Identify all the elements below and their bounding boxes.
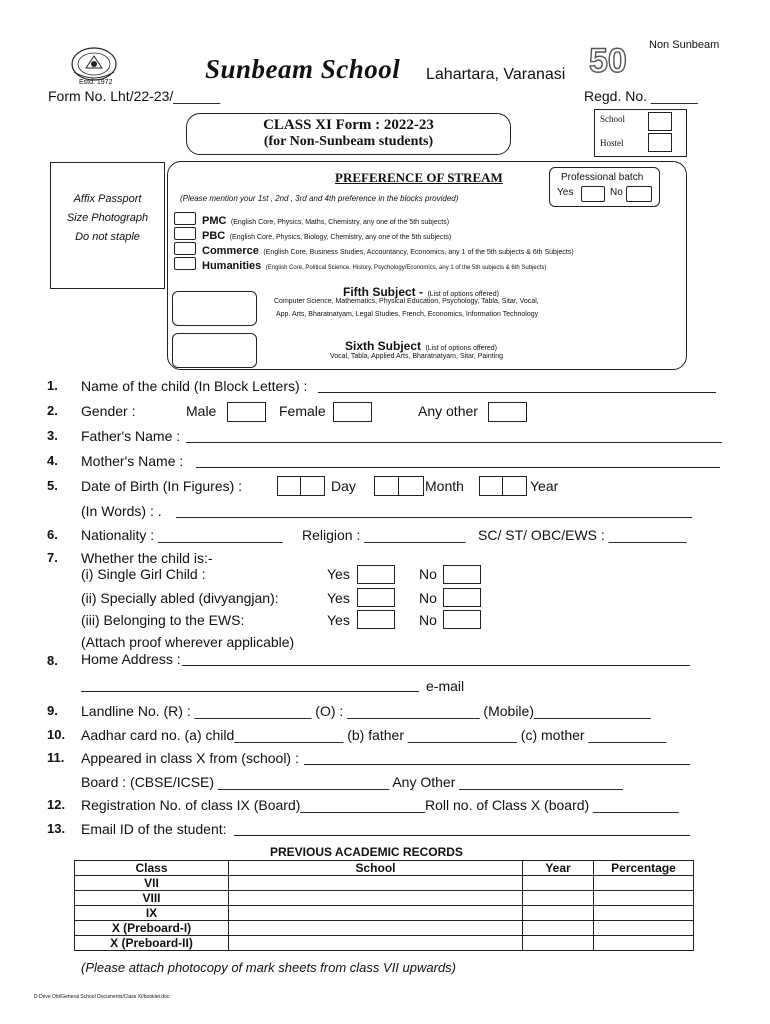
student-email-label: Email ID of the student: <box>81 821 227 837</box>
row-class: VIII <box>75 891 229 906</box>
father-name-field[interactable] <box>186 442 722 443</box>
previous-school-label: Appeared in class X from (school) : <box>81 750 299 766</box>
records-note: (Please attach photocopy of mark sheets from class VII upwards) <box>81 960 457 975</box>
number-8: 8. <box>47 653 58 668</box>
any-other-checkbox[interactable] <box>488 402 527 422</box>
dob-words-field[interactable] <box>176 517 692 518</box>
home-address-label: Home Address : <box>81 651 181 667</box>
header-class: Class <box>75 861 229 876</box>
ews-label: (iii) Belonging to the EWS: <box>81 612 245 628</box>
child-name-field[interactable] <box>318 392 716 393</box>
previous-school-field[interactable] <box>304 764 690 765</box>
academic-records-table <box>74 860 694 951</box>
specially-abled-yes-label: Yes <box>327 590 350 606</box>
table-row <box>75 906 694 921</box>
number-1: 1. <box>47 378 58 393</box>
anniversary-logo <box>588 38 636 78</box>
mother-name-field[interactable] <box>196 467 720 468</box>
sixth-subject-input[interactable] <box>172 333 257 368</box>
ews-no-label: No <box>419 612 437 628</box>
specially-abled-yes-checkbox[interactable] <box>357 588 395 607</box>
stream-title: PREFERENCE OF STREAM <box>335 170 503 185</box>
school-cell[interactable] <box>229 936 523 951</box>
number-2: 2. <box>47 403 58 418</box>
single-girl-no-label: No <box>419 566 437 582</box>
professional-batch-label: Professional batch <box>561 172 644 183</box>
single-girl-label: (i) Single Girl Child : <box>81 566 206 582</box>
number-6: 6. <box>47 527 58 542</box>
dob-words-label: (In Words) : . <box>81 503 162 519</box>
dob-month-input[interactable] <box>374 476 424 496</box>
row-class: IX <box>75 906 229 921</box>
form-number: Form No. Lht/22-23/______ <box>48 88 220 104</box>
year-cell[interactable] <box>523 891 594 906</box>
table-row <box>75 936 694 951</box>
father-name-label: Father's Name : <box>81 428 181 444</box>
school-cell[interactable] <box>229 876 523 891</box>
stream-commerce: Commerce (English Core, Business Studies, Accountancy, Economics, any 1 of the 5th subjects & 6th Subjects) <box>202 245 574 257</box>
header-year: Year <box>523 861 594 876</box>
home-address-field-2[interactable] <box>81 691 419 692</box>
school-cell[interactable] <box>229 891 523 906</box>
single-girl-yes-checkbox[interactable] <box>357 565 395 584</box>
mother-name-label: Mother's Name : <box>81 453 184 469</box>
stream-pbc: PBC (English Core, Physics, Biology, Chemistry, any one of the 5th subjects) <box>202 230 452 242</box>
row-class: X (Preboard-II) <box>75 936 229 951</box>
religion-field[interactable]: Religion : _____________ <box>302 527 466 543</box>
non-sunbeam-label: Non Sunbeam <box>649 39 720 51</box>
school-name: Sunbeam School <box>205 54 401 84</box>
photo-line-3: Do not staple <box>75 231 140 243</box>
single-girl-no-checkbox[interactable] <box>443 565 481 584</box>
footer-path: D Drive Old/General School Documents/Class XI/booklet.doc <box>34 994 170 1000</box>
school-cell[interactable] <box>229 921 523 936</box>
table-row <box>75 891 694 906</box>
dob-year-input[interactable] <box>479 476 527 496</box>
number-7: 7. <box>47 550 58 565</box>
day-label: Day <box>331 478 356 494</box>
nationality-field[interactable]: Nationality : ________________ <box>81 527 283 543</box>
category-field[interactable]: SC/ ST/ OBC/EWS : __________ <box>478 527 687 543</box>
number-4: 4. <box>47 453 58 468</box>
fifth-subject-input[interactable] <box>172 291 257 326</box>
number-13: 13. <box>47 821 66 836</box>
photo-line-2: Size Photograph <box>66 212 149 224</box>
dob-label: Date of Birth (In Figures) : <box>81 478 243 494</box>
number-3: 3. <box>47 428 58 443</box>
child-name-label: Name of the child (In Block Letters) : <box>81 378 308 394</box>
percentage-cell[interactable] <box>594 936 694 951</box>
month-label: Month <box>425 478 464 494</box>
estd-text: Estd. 1972 <box>79 79 113 86</box>
header-school: School <box>229 861 523 876</box>
fifth-subject-list-1: Computer Science, Mathematics, Physical Education, Psychology, Tabla, Sitar, Vocal, <box>274 298 539 305</box>
table-header-row <box>75 861 694 876</box>
hostel-label: Hostel <box>600 138 624 148</box>
number-10: 10. <box>47 727 66 742</box>
board-fields[interactable]: Board : (CBSE/ICSE) ______________________ Any Other _____________________ <box>81 774 623 790</box>
home-address-field-1[interactable] <box>182 665 690 666</box>
photo-line-1: Affix Passport <box>73 193 142 205</box>
number-5: 5. <box>47 478 58 493</box>
registration-fields[interactable]: Registration No. of class IX (Board)________________Roll no. of Class X (board) ___________ <box>81 797 679 813</box>
hostel-checkbox[interactable] <box>648 133 672 152</box>
stream-pmc: PMC (English Core, Physics, Maths, Chemistry, any one of the 5th subjects) <box>202 215 450 227</box>
female-checkbox[interactable] <box>333 402 372 422</box>
male-checkbox[interactable] <box>227 402 266 422</box>
percentage-cell[interactable] <box>594 921 694 936</box>
ews-yes-checkbox[interactable] <box>357 610 395 629</box>
specially-abled-no-label: No <box>419 590 437 606</box>
records-title: PREVIOUS ACADEMIC RECORDS <box>270 845 463 859</box>
professional-no-checkbox[interactable] <box>626 186 652 202</box>
school-location: Lahartara, Varanasi <box>426 66 566 83</box>
year-cell[interactable] <box>523 921 594 936</box>
single-girl-yes-label: Yes <box>327 566 350 582</box>
ews-no-checkbox[interactable] <box>443 610 481 629</box>
stream-humanities: Humanities (English Core, Political Science, History, Psychology/Economics, any 1 of the 5th subjects & 6th Subjects) <box>202 260 547 272</box>
professional-yes-label: Yes <box>557 187 574 198</box>
ews-yes-label: Yes <box>327 612 350 628</box>
school-label: School <box>600 114 626 124</box>
any-other-label: Any other <box>418 403 478 419</box>
school-cell[interactable] <box>229 906 523 921</box>
row-class: X (Preboard-I) <box>75 921 229 936</box>
sixth-subject-heading: Sixth Subject (List of options offered) <box>345 339 497 353</box>
percentage-cell[interactable] <box>594 876 694 891</box>
photo-box <box>50 162 165 289</box>
stream-commerce-checkbox[interactable] <box>174 242 196 255</box>
specially-abled-no-checkbox[interactable] <box>443 588 481 607</box>
header-percentage: Percentage <box>594 861 694 876</box>
stream-humanities-checkbox[interactable] <box>174 257 196 270</box>
table-row <box>75 876 694 891</box>
fifth-subject-list-2: App. Arts, Bharatnatyam, Legal Studies, French, Economics, Information Technology <box>276 311 539 318</box>
student-email-field[interactable] <box>234 835 690 836</box>
child-is-label: Whether the child is:- <box>81 550 213 566</box>
specially-abled-label: (ii) Specially abled (divyangjan): <box>81 590 279 606</box>
professional-yes-checkbox[interactable] <box>581 186 605 202</box>
professional-no-label: No <box>610 187 623 198</box>
stream-pmc-checkbox[interactable] <box>174 212 196 225</box>
form-subtitle: (for Non-Sunbeam students) <box>263 134 434 149</box>
school-logo <box>68 44 120 84</box>
number-12: 12. <box>47 797 66 812</box>
gender-label: Gender : <box>81 403 136 419</box>
number-11: 11. <box>47 750 65 765</box>
year-cell[interactable] <box>523 906 594 921</box>
svg-text:50: 50 <box>589 42 627 78</box>
stream-pbc-checkbox[interactable] <box>174 227 196 240</box>
regd-number: Regd. No. ______ <box>584 88 698 104</box>
attach-proof-note: (Attach proof wherever applicable) <box>81 634 295 650</box>
year-cell[interactable] <box>523 936 594 951</box>
phone-fields[interactable]: Landline No. (R) : _______________ (O) : _________________ (Mobile)_______________ <box>81 703 651 719</box>
year-cell[interactable] <box>523 876 594 891</box>
year-label: Year <box>530 478 559 494</box>
sixth-subject-list: Vocal, Tabla, Applied Arts, Bharatnatyam, Sitar, Painting <box>330 353 504 360</box>
male-label: Male <box>186 403 217 419</box>
row-class: VII <box>75 876 229 891</box>
stream-instruction: (Please mention your 1st , 2nd , 3rd and 4th preference in the blocks provided) <box>180 194 459 203</box>
school-checkbox[interactable] <box>648 112 672 131</box>
aadhar-fields[interactable]: Aadhar card no. (a) child______________ (b) father ______________ (c) mother __________ <box>81 727 667 743</box>
number-9: 9. <box>47 703 58 718</box>
table-row <box>75 921 694 936</box>
form-title: CLASS XI Form : 2022-23 <box>263 117 434 133</box>
female-label: Female <box>279 403 326 419</box>
fifth-subject-heading: Fifth Subject - (List of options offered) <box>343 285 499 299</box>
percentage-cell[interactable] <box>594 906 694 921</box>
percentage-cell[interactable] <box>594 891 694 906</box>
email-label: e-mail <box>426 678 465 694</box>
dob-day-input[interactable] <box>277 476 325 496</box>
